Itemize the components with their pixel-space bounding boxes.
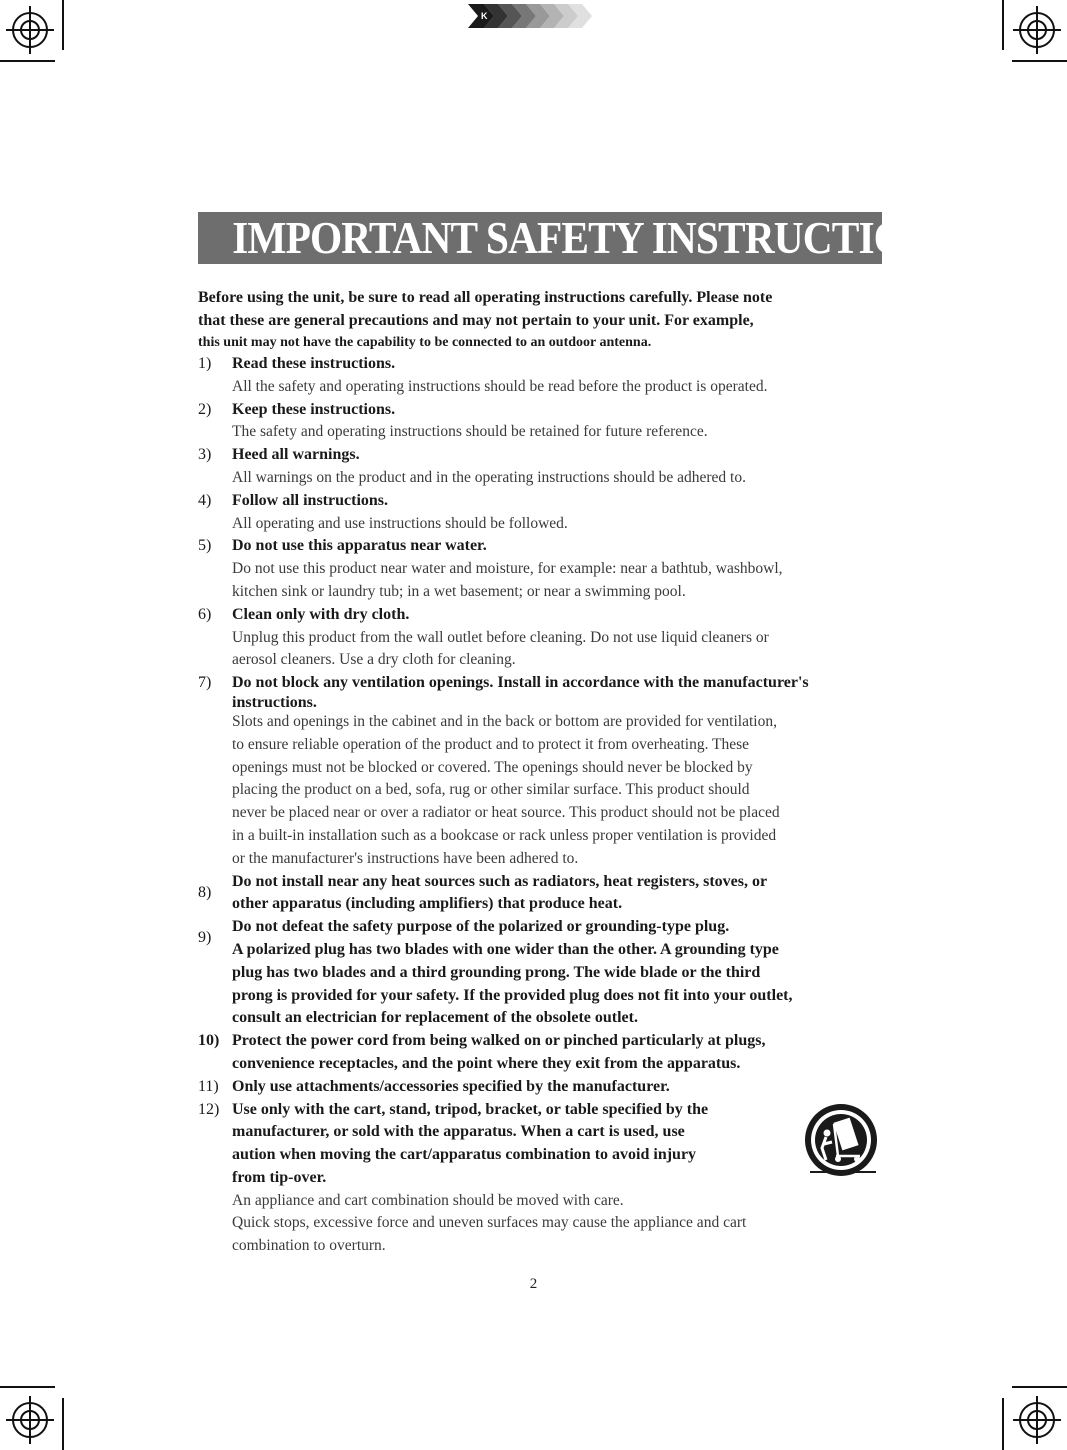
item-heading: instructions. xyxy=(232,693,317,711)
section-tab-strip xyxy=(468,2,602,30)
instruction-item xyxy=(198,353,938,399)
item-body: Unplug this product from the wall outlet before cleaning. Do not use liquid cleaners or xyxy=(232,628,769,646)
item-heading: Clean only with dry cloth. xyxy=(232,605,410,623)
registration-mark-bottom-right-icon xyxy=(1007,1390,1067,1450)
item-heading: Do not use this apparatus near water. xyxy=(232,537,487,555)
item-heading: plug has two blades and a third grounding prong. The wide blade or the third xyxy=(232,963,761,981)
crop-line xyxy=(1012,60,1067,62)
crop-line xyxy=(0,1386,55,1388)
instruction-item xyxy=(198,490,938,536)
item-heading: convenience receptacles, and the point where they exit from the apparatus. xyxy=(232,1054,741,1072)
item-heading: Follow all instructions. xyxy=(232,491,389,509)
item-number: 7) xyxy=(198,674,212,692)
cart-tip-over-warning-icon xyxy=(800,1100,882,1182)
item-body: All the safety and operating instructions should be read before the product is operated. xyxy=(232,377,768,395)
item-body: placing the product on a bed, sofa, rug or other similar surface. This product should xyxy=(232,781,750,799)
item-number: 10) xyxy=(198,1032,220,1050)
intro-paragraph xyxy=(198,286,918,354)
item-number: 2) xyxy=(198,400,212,418)
item-heading: prong is provided for your safety. If the provided plug does not fit into your outlet, xyxy=(232,986,793,1004)
crop-line xyxy=(62,1398,64,1450)
item-body: aerosol cleaners. Use a dry cloth for cleaning. xyxy=(232,651,516,669)
intro-line: that these are general precautions and may not pertain to your unit. For example, xyxy=(198,312,754,329)
registration-mark-top-right-icon xyxy=(1007,0,1067,60)
instruction-item xyxy=(198,444,938,490)
item-heading: Keep these instructions. xyxy=(232,400,396,418)
item-body: All warnings on the product and in the operating instructions should be adhered to. xyxy=(232,468,746,486)
item-number: 5) xyxy=(198,537,212,555)
item-heading: Do not block any ventilation openings. Install in accordance with the manufacturer's xyxy=(232,674,809,692)
instruction-item xyxy=(198,916,938,1030)
item-heading: manufacturer, or sold with the apparatus. When a cart is used, use xyxy=(232,1123,685,1141)
item-heading: Do not install near any heat sources such as radiators, heat registers, stoves, or xyxy=(232,872,768,890)
item-number: 6) xyxy=(198,605,212,623)
intro-line: this unit may not have the capability to be connected to an outdoor antenna. xyxy=(198,335,652,350)
instruction-item xyxy=(198,1030,938,1076)
item-heading: consult an electrician for replacement of the obsolete outlet. xyxy=(232,1009,638,1027)
item-number: 1) xyxy=(198,355,212,372)
item-body: to ensure reliable operation of the product and to protect it from overheating. These xyxy=(232,735,750,753)
item-body: All operating and use instructions should be followed. xyxy=(232,514,568,532)
item-body: combination to overturn. xyxy=(232,1237,386,1255)
item-body: never be placed near or over a radiator or heat source. This product should not be placed xyxy=(232,804,780,822)
item-heading: other apparatus (including amplifiers) that produce heat. xyxy=(232,895,623,913)
crop-line xyxy=(62,0,64,50)
crop-line xyxy=(1002,1398,1004,1450)
registration-mark-top-left-icon xyxy=(0,0,60,60)
page-number: 2 xyxy=(529,1276,538,1292)
item-body: The safety and operating instructions should be retained for future reference. xyxy=(232,423,708,441)
item-heading: Do not defeat the safety purpose of the polarized or grounding-type plug. xyxy=(232,918,730,936)
item-number: 4) xyxy=(198,491,212,509)
registration-mark-bottom-left-icon xyxy=(0,1390,60,1450)
item-body: Slots and openings in the cabinet and in the back or bottom are provided for ventilation, xyxy=(232,712,777,730)
item-heading: Only use attachments/accessories specified by the manufacturer. xyxy=(232,1077,670,1095)
item-heading: Heed all warnings. xyxy=(232,446,360,464)
instruction-item xyxy=(198,871,938,917)
instruction-item xyxy=(198,535,938,603)
item-number: 8) xyxy=(198,883,212,901)
title-bar xyxy=(198,212,934,264)
item-body: Do not use this product near water and moisture, for example: near a bathtub, washbowl, xyxy=(232,560,783,578)
page-title: IMPORTANT SAFETY INSTRUCTION xyxy=(232,212,934,263)
item-heading: aution when moving the cart/apparatus combination to avoid injury xyxy=(232,1146,697,1164)
item-heading: Protect the power cord from being walked on or pinched particularly at plugs, xyxy=(232,1032,766,1050)
item-number: 12) xyxy=(198,1100,220,1118)
item-body: Quick stops, excessive force and uneven surfaces may cause the appliance and cart xyxy=(232,1214,747,1232)
item-heading: Read these instructions. xyxy=(232,355,396,372)
instruction-item xyxy=(198,399,938,445)
instruction-item xyxy=(198,672,938,870)
instruction-item xyxy=(198,604,938,672)
crop-line xyxy=(0,60,55,62)
item-body: openings must not be blocked or covered. The openings should never be blocked by xyxy=(232,758,753,776)
tab-marker-label: K xyxy=(481,11,488,21)
intro-line: Before using the unit, be sure to read all operating instructions carefully. Please note xyxy=(198,289,773,306)
item-body: An appliance and cart combination should be moved with care. xyxy=(232,1191,624,1209)
item-body: in a built-in installation such as a bookcase or rack unless proper ventilation is provided xyxy=(232,826,777,844)
item-number: 11) xyxy=(198,1077,219,1095)
item-heading: Use only with the cart, stand, tripod, bracket, or table specified by the xyxy=(232,1100,709,1118)
item-body: or the manufacturer's instructions have been adhered to. xyxy=(232,849,579,867)
item-number: 3) xyxy=(198,446,212,464)
crop-line xyxy=(1002,0,1004,50)
item-body: kitchen sink or laundry tub; in a wet basement; or near a swimming pool. xyxy=(232,582,686,600)
instruction-item xyxy=(198,1076,938,1099)
item-heading: from tip-over. xyxy=(232,1168,327,1186)
item-heading: A polarized plug has two blades with one wider than the other. A grounding type xyxy=(232,940,779,958)
item-number: 9) xyxy=(198,929,212,947)
crop-line xyxy=(1012,1386,1067,1388)
